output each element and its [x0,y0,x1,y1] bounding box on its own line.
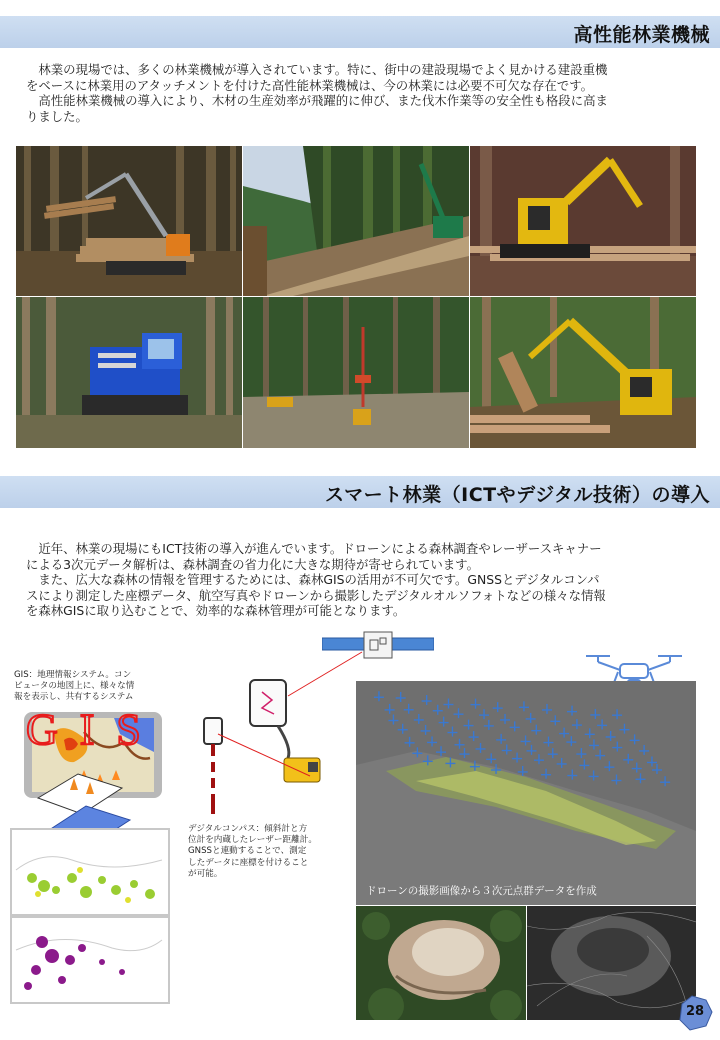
aerial-photo-color [356,906,526,1020]
point-cloud-image [356,681,696,905]
note-line: デジタルコンパス：傾斜計と方 [188,824,308,834]
smart-forestry-paragraph [26,541,606,619]
section-title: 高性能林業機械 [573,24,710,46]
aerial-photo-grayscale [527,906,696,1020]
paragraph-line: スにより測定した座標データ、航空写真やドローンから撮影したデジタルオルソフォトなどの様々な情報 [26,587,606,603]
paragraph-line: を森林GISに取り込むことで、効率的な森林管理が可能となります。 [26,603,406,618]
note-line: 報を表示し、共有するシステム [14,692,134,703]
note-line: 位計を内蔵したレーザー距離計。 [188,835,317,846]
gis-definition-note [14,670,134,704]
section-title: スマート林業（ICTやデジタル技術）の導入 [325,484,710,506]
photo-forest-site [243,297,469,448]
page-number-badge [676,994,714,1032]
photo-grapple-loader [470,297,696,448]
paragraph-line: をベースに林業用のアタッチメントを付けた高性能林業機械は、今の林業には必要不可欠な存在です。 [26,77,593,93]
note-line: ピュータの地図上に、様々な情 [14,681,135,692]
gis-map-frame [10,828,170,1004]
note-line: したデータに座標を付けること [188,857,309,868]
note-line: GNSSと連動することで、測定 [188,846,307,857]
section-header-smart-forestry [0,476,720,508]
paragraph-line: また、広大な森林の情報を管理するためには、森林GISの活用が不可欠です。GNSSとデジタルコンパ [26,572,600,587]
photo-hillside-road [243,146,469,296]
paragraph-line: による3次元データ解析は、森林調査の省力化に大きな期待が寄せられています。 [26,556,479,572]
section-header-machinery [0,16,720,48]
digital-compass-note [188,824,317,880]
paragraph-line: 近年、林業の現場にもICT技術の導入が進んでいます。ドローンによる森林調査やレーザースキャナー [26,541,602,556]
note-line: GIS：地理情報システム。コン [14,670,132,680]
photo-forwarder-crane [16,146,242,296]
machinery-paragraph [26,62,608,124]
paragraph-line: りました。 [26,108,88,124]
paragraph-line: 林業の現場では、多くの林業機械が導入されています。特に、街中の建設現場でよく見かける建設重機 [26,62,608,77]
photo-blue-carrier [16,297,242,448]
photo-yellow-harvester [470,146,696,296]
gis-logo-text: GIS [26,705,163,754]
paragraph-line: 高性能林業機械の導入により、木材の生産効率が飛躍的に伸び、また伐木作業等の安全性も格段に高ま [26,93,608,108]
drone-caption: ドローンの撮影画像から３次元点群データを作成 [366,885,597,897]
page-number: 28 [685,1004,705,1019]
note-line: が可能。 [188,868,223,879]
compass-pole-icon [200,716,320,816]
